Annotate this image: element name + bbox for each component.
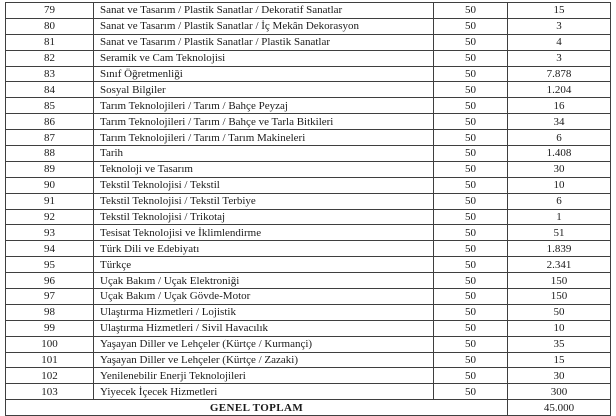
grand-total-label: GENEL TOPLAM [6,400,508,416]
quota-cell: 50 [434,336,508,352]
row-number-cell: 82 [6,50,94,66]
quota-cell: 50 [434,161,508,177]
branch-cell: Uçak Bakım / Uçak Elektroniği [94,273,434,289]
row-number-cell: 84 [6,82,94,98]
table-row [6,209,611,225]
quota-cell: 50 [434,368,508,384]
row-number-cell: 101 [6,352,94,368]
row-number-cell: 92 [6,209,94,225]
row-number-cell: 94 [6,241,94,257]
table-row [6,273,611,289]
row-number-cell: 79 [6,3,94,19]
quota-cell: 50 [434,273,508,289]
count-cell: 16 [508,98,611,114]
table-row [6,352,611,368]
count-cell: 6 [508,130,611,146]
table-body [6,3,611,400]
quota-cell: 50 [434,352,508,368]
quota-cell: 50 [434,241,508,257]
quota-cell: 50 [434,130,508,146]
row-number-cell: 100 [6,336,94,352]
count-cell: 3 [508,18,611,34]
table-row [6,304,611,320]
branch-cell: Seramik ve Cam Teknolojisi [94,50,434,66]
branch-cell: Sanat ve Tasarım / Plastik Sanatlar / İç Mekân Dekorasyon [94,18,434,34]
branch-cell: Uçak Bakım / Uçak Gövde-Motor [94,289,434,305]
row-number-cell: 98 [6,304,94,320]
quota-cell: 50 [434,177,508,193]
branch-cell: Sosyal Bilgiler [94,82,434,98]
count-cell: 50 [508,304,611,320]
quota-cell: 50 [434,289,508,305]
count-cell: 30 [508,368,611,384]
quota-cell: 50 [434,18,508,34]
table-row [6,257,611,273]
quota-cell: 50 [434,257,508,273]
row-number-cell: 83 [6,66,94,82]
row-number-cell: 91 [6,193,94,209]
table-row [6,18,611,34]
table-row [6,336,611,352]
branch-cell: Teknoloji ve Tasarım [94,161,434,177]
row-number-cell: 93 [6,225,94,241]
count-cell: 35 [508,336,611,352]
quota-cell: 50 [434,304,508,320]
count-cell: 51 [508,225,611,241]
table-row [6,320,611,336]
count-cell: 10 [508,320,611,336]
count-cell: 1.204 [508,82,611,98]
branch-cell: Tekstil Teknolojisi / Tekstil [94,177,434,193]
branch-cell: Tarih [94,146,434,162]
quota-cell: 50 [434,209,508,225]
branch-cell: Yaşayan Diller ve Lehçeler (Kürtçe / Kurmançi) [94,336,434,352]
count-cell: 1 [508,209,611,225]
branch-cell: Tarım Teknolojileri / Tarım / Bahçe Peyzaj [94,98,434,114]
branch-cell: Ulaştırma Hizmetleri / Sivil Havacılık [94,320,434,336]
branch-cell: Tarım Teknolojileri / Tarım / Bahçe ve Tarla Bitkileri [94,114,434,130]
branch-cell: Yaşayan Diller ve Lehçeler (Kürtçe / Zazaki) [94,352,434,368]
table-row [6,98,611,114]
row-number-cell: 96 [6,273,94,289]
quota-table [5,2,611,416]
branch-cell: Tarım Teknolojileri / Tarım / Tarım Makineleri [94,130,434,146]
table-row [6,289,611,305]
count-cell: 3 [508,50,611,66]
row-number-cell: 95 [6,257,94,273]
count-cell: 30 [508,161,611,177]
count-cell: 1.839 [508,241,611,257]
quota-cell: 50 [434,384,508,400]
quota-cell: 50 [434,114,508,130]
table-row [6,130,611,146]
count-cell: 300 [508,384,611,400]
count-cell: 150 [508,273,611,289]
row-number-cell: 89 [6,161,94,177]
branch-cell: Ulaştırma Hizmetleri / Lojistik [94,304,434,320]
count-cell: 15 [508,352,611,368]
quota-cell: 50 [434,3,508,19]
table-row [6,82,611,98]
count-cell: 10 [508,177,611,193]
row-number-cell: 85 [6,98,94,114]
table-row [6,384,611,400]
table-row [6,114,611,130]
quota-cell: 50 [434,66,508,82]
row-number-cell: 88 [6,146,94,162]
table-row [6,241,611,257]
count-cell: 7.878 [508,66,611,82]
count-cell: 2.341 [508,257,611,273]
row-number-cell: 81 [6,34,94,50]
table-row [6,177,611,193]
count-cell: 34 [508,114,611,130]
grand-total-value: 45.000 [508,400,611,416]
quota-cell: 50 [434,50,508,66]
count-cell: 6 [508,193,611,209]
table-row [6,193,611,209]
quota-cell: 50 [434,82,508,98]
count-cell: 150 [508,289,611,305]
count-cell: 15 [508,3,611,19]
row-number-cell: 90 [6,177,94,193]
row-number-cell: 87 [6,130,94,146]
quota-cell: 50 [434,193,508,209]
row-number-cell: 80 [6,18,94,34]
branch-cell: Türk Dili ve Edebiyatı [94,241,434,257]
table-row [6,146,611,162]
row-number-cell: 102 [6,368,94,384]
grand-total-row [6,400,611,416]
row-number-cell: 103 [6,384,94,400]
count-cell: 4 [508,34,611,50]
quota-cell: 50 [434,98,508,114]
table-row [6,3,611,19]
table-row [6,66,611,82]
branch-cell: Sınıf Öğretmenliği [94,66,434,82]
table-row [6,34,611,50]
quota-cell: 50 [434,34,508,50]
branch-cell: Sanat ve Tasarım / Plastik Sanatlar / Plastik Sanatlar [94,34,434,50]
row-number-cell: 97 [6,289,94,305]
branch-cell: Sanat ve Tasarım / Plastik Sanatlar / Dekoratif Sanatlar [94,3,434,19]
row-number-cell: 99 [6,320,94,336]
count-cell: 1.408 [508,146,611,162]
table-row [6,50,611,66]
quota-cell: 50 [434,320,508,336]
table-row [6,225,611,241]
table-row [6,368,611,384]
quota-cell: 50 [434,146,508,162]
table-row [6,161,611,177]
branch-cell: Tesisat Teknolojisi ve İklimlendirme [94,225,434,241]
row-number-cell: 86 [6,114,94,130]
branch-cell: Yenilenebilir Enerji Teknolojileri [94,368,434,384]
quota-cell: 50 [434,225,508,241]
branch-cell: Tekstil Teknolojisi / Trikotaj [94,209,434,225]
branch-cell: Tekstil Teknolojisi / Tekstil Terbiye [94,193,434,209]
branch-cell: Yiyecek İçecek Hizmetleri [94,384,434,400]
branch-cell: Türkçe [94,257,434,273]
